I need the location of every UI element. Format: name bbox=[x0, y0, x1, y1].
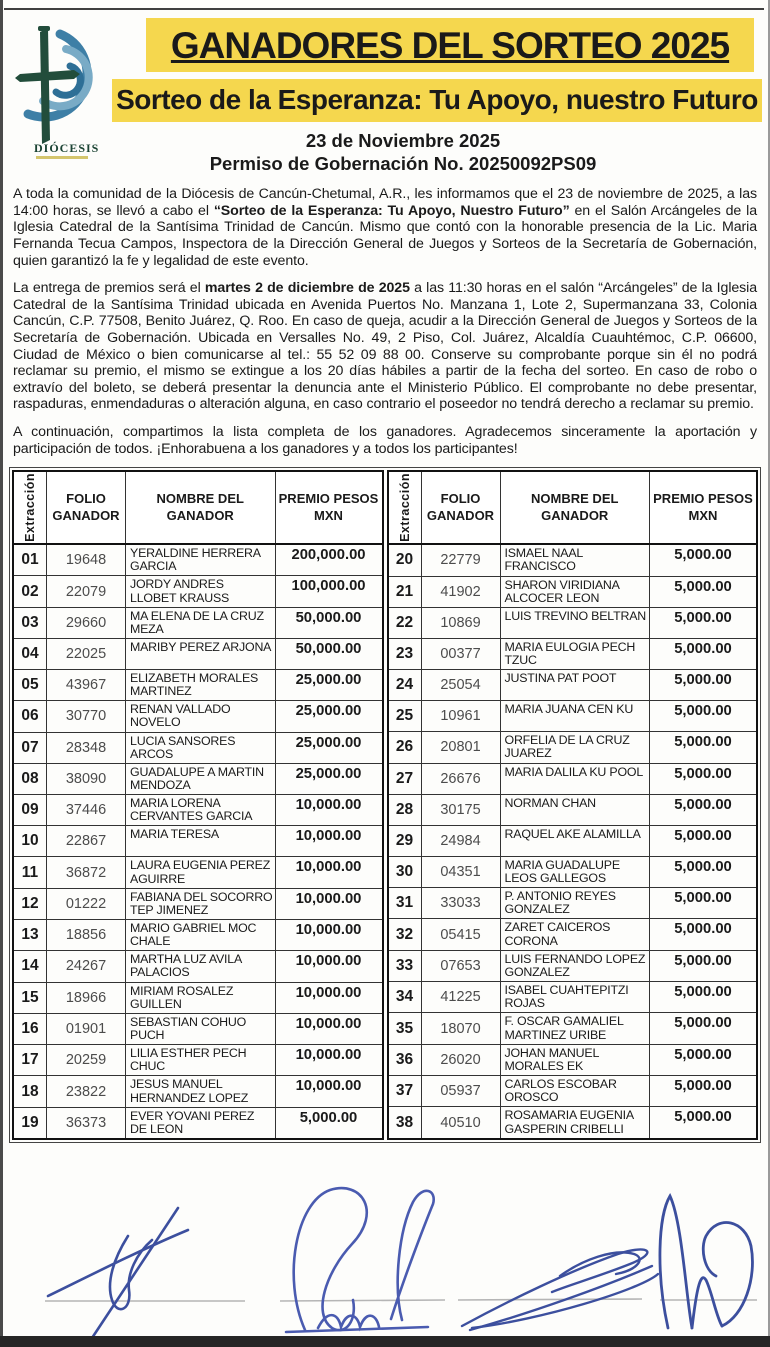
folio-cell: 20801 bbox=[421, 732, 500, 763]
winner-name-cell: MARIA DALILA KU POOL bbox=[500, 763, 650, 794]
folio-cell: 29660 bbox=[47, 607, 126, 638]
extraction-cell: 32 bbox=[388, 919, 422, 950]
folio-cell: 19648 bbox=[47, 544, 126, 576]
winner-name-cell: SEBASTIAN COHUO PUCH bbox=[126, 1013, 276, 1044]
winner-name-cell: JORDY ANDRES LLOBET KRAUSS bbox=[126, 576, 276, 607]
folio-cell: 04351 bbox=[421, 856, 500, 887]
table-row bbox=[13, 670, 383, 701]
folio-cell: 20259 bbox=[47, 1045, 126, 1076]
header bbox=[0, 0, 770, 175]
extraction-cell: 25 bbox=[388, 701, 422, 732]
extraction-cell: 19 bbox=[13, 1107, 47, 1139]
winner-name-cell: ISABEL CUAHTEPITZI ROJAS bbox=[500, 982, 650, 1013]
folio-cell: 18856 bbox=[47, 920, 126, 951]
folio-cell: 26676 bbox=[421, 763, 500, 794]
prize-cell: 10,000.00 bbox=[275, 1076, 383, 1107]
header-prize: PREMIO PESOS MXN bbox=[650, 471, 758, 544]
table-row bbox=[13, 826, 383, 857]
winner-name-cell: ISMAEL NAAL FRANCISCO bbox=[500, 544, 650, 576]
folio-cell: 24267 bbox=[47, 951, 126, 982]
prize-cell: 5,000.00 bbox=[650, 638, 758, 669]
winner-name-cell: JUSTINA PAT POOT bbox=[500, 670, 650, 701]
folio-cell: 30770 bbox=[47, 701, 126, 732]
winner-name-cell: LUCIA SANSORES ARCOS bbox=[126, 732, 276, 763]
table-row bbox=[388, 919, 758, 950]
winner-name-cell: MARIA LORENA CERVANTES GARCIA bbox=[126, 795, 276, 826]
extraction-cell: 35 bbox=[388, 1013, 422, 1044]
winner-name-cell: ORFELIA DE LA CRUZ JUAREZ bbox=[500, 732, 650, 763]
header-extraction: Extracción bbox=[13, 471, 47, 544]
folio-cell: 26020 bbox=[421, 1044, 500, 1075]
folio-cell: 10961 bbox=[421, 701, 500, 732]
delivery-text-after: a las 11:30 horas en el salón “Arcángeles” de la Iglesia Catedral de la Santísima Trinidad ubicada en Avenida Puertos No. Manzana 1, Lote 2, Supermanzana 33, Colonia Cancún, C.P. 77508, Benito Juárez, Q. Roo. En caso de queja, acudir a la Dirección General de Juegos y Sorteos de la Secretaría de Gobernación. Ubicada en Versalles No. 49, 2 Piso, Col. Juárez, Alcaldía Cuauhtémoc, C.P. 06600, Ciudad de México o bien comunicarse al tel.: 55 52 09 88 00. Conserve su comprobante porque sin él no podrá reclamar su premio, el mismo se extingue a los 20 días hábiles a partir de la fecha del sorteo. En caso de robo o extravío del boleto, se deberá presentar la denuncia ante el Ministerio Público. El comprobante no debe presentar, raspaduras, enmendaduras o alteración alguna, en caso contrario el poseedor no tendrá derecho a reclamar su premio. bbox=[13, 280, 757, 413]
table-row bbox=[388, 544, 758, 576]
extraction-cell: 01 bbox=[13, 544, 47, 576]
extraction-cell: 04 bbox=[13, 639, 47, 670]
prize-cell: 50,000.00 bbox=[275, 639, 383, 670]
extraction-cell: 14 bbox=[13, 951, 47, 982]
extraction-cell: 30 bbox=[388, 856, 422, 887]
table-row bbox=[13, 1013, 383, 1044]
extraction-cell: 07 bbox=[13, 732, 47, 763]
bottom-scan-bar bbox=[0, 1336, 770, 1347]
extraction-cell: 37 bbox=[388, 1076, 422, 1107]
prize-cell: 25,000.00 bbox=[275, 670, 383, 701]
paragraph-congrats: A continuación, compartimos la lista completa de los ganadores. Agradecemos sinceramente la aportación y participación de todos. ¡Enhorabuena a los ganadores y a todos los participantes! bbox=[13, 424, 757, 457]
extraction-cell: 27 bbox=[388, 763, 422, 794]
winner-name-cell: F. OSCAR GAMALIEL MARTINEZ URIBE bbox=[500, 1013, 650, 1044]
extraction-cell: 20 bbox=[388, 544, 422, 576]
folio-cell: 05937 bbox=[421, 1076, 500, 1107]
extraction-cell: 15 bbox=[13, 982, 47, 1013]
table-row bbox=[13, 795, 383, 826]
extraction-cell: 21 bbox=[388, 576, 422, 607]
folio-cell: 23822 bbox=[47, 1076, 126, 1107]
winner-name-cell: ZARET CAICEROS CORONA bbox=[500, 919, 650, 950]
winner-name-cell: MARIBY PEREZ ARJONA bbox=[126, 639, 276, 670]
draw-date: 23 de Noviembre 2025 bbox=[305, 130, 501, 151]
header-prize: PREMIO PESOS MXN bbox=[275, 471, 383, 544]
extraction-cell: 06 bbox=[13, 701, 47, 732]
folio-cell: 37446 bbox=[47, 795, 126, 826]
intro-bold: “Sorteo de la Esperanza: Tu Apoyo, Nuestro Futuro” bbox=[213, 202, 570, 219]
table-row bbox=[388, 763, 758, 794]
winner-name-cell: CARLOS ESCOBAR OROSCO bbox=[500, 1076, 650, 1107]
prize-cell: 5,000.00 bbox=[650, 950, 758, 981]
extraction-cell: 18 bbox=[13, 1076, 47, 1107]
folio-cell: 30175 bbox=[421, 794, 500, 825]
folio-cell: 22867 bbox=[47, 826, 126, 857]
extraction-cell: 12 bbox=[13, 888, 47, 919]
winner-name-cell: P. ANTONIO REYES GONZALEZ bbox=[500, 888, 650, 919]
extraction-cell: 29 bbox=[388, 825, 422, 856]
table-row bbox=[13, 701, 383, 732]
winner-name-cell: LUIS TREVINO BELTRAN bbox=[500, 607, 650, 638]
header-name: NOMBRE DEL GANADOR bbox=[500, 471, 650, 544]
top-rule bbox=[4, 8, 764, 10]
prize-cell: 10,000.00 bbox=[275, 982, 383, 1013]
folio-cell: 01901 bbox=[47, 1013, 126, 1044]
page-subtitle: Sorteo de la Esperanza: Tu Apoyo, nuestro Futuro bbox=[116, 84, 758, 115]
prize-cell: 5,000.00 bbox=[650, 1044, 758, 1075]
folio-cell: 22779 bbox=[421, 544, 500, 576]
folio-cell: 25054 bbox=[421, 670, 500, 701]
table-row bbox=[388, 1013, 758, 1044]
extraction-cell: 38 bbox=[388, 1107, 422, 1139]
folio-cell: 43967 bbox=[47, 670, 126, 701]
prize-cell: 5,000.00 bbox=[650, 732, 758, 763]
page-title: GANADORES DEL SORTEO 2025 bbox=[170, 25, 730, 66]
prize-cell: 25,000.00 bbox=[275, 732, 383, 763]
prize-cell: 5,000.00 bbox=[650, 576, 758, 607]
folio-cell: 00377 bbox=[421, 638, 500, 669]
winner-name-cell: MA ELENA DE LA CRUZ MEZA bbox=[126, 607, 276, 638]
prize-cell: 25,000.00 bbox=[275, 701, 383, 732]
prize-cell: 5,000.00 bbox=[650, 670, 758, 701]
winners-tables bbox=[9, 467, 761, 1143]
table-row bbox=[13, 576, 383, 607]
winner-name-cell: RAQUEL AKE ALAMILLA bbox=[500, 825, 650, 856]
winner-name-cell: MARIA EULOGIA PECH TZUC bbox=[500, 638, 650, 669]
prize-cell: 5,000.00 bbox=[650, 825, 758, 856]
prize-cell: 5,000.00 bbox=[650, 763, 758, 794]
extraction-cell: 03 bbox=[13, 607, 47, 638]
prize-cell: 5,000.00 bbox=[275, 1107, 383, 1139]
folio-cell: 36373 bbox=[47, 1107, 126, 1139]
header-right bbox=[112, 16, 764, 175]
winners-table-left bbox=[12, 470, 384, 1140]
paragraph-intro bbox=[13, 186, 757, 269]
table-row bbox=[388, 1076, 758, 1107]
table-row bbox=[13, 763, 383, 794]
winner-name-cell: JESUS MANUEL HERNANDEZ LOPEZ bbox=[126, 1076, 276, 1107]
extraction-cell: 08 bbox=[13, 763, 47, 794]
extraction-cell: 17 bbox=[13, 1045, 47, 1076]
winner-name-cell: LUIS FERNANDO LOPEZ GONZALEZ bbox=[500, 950, 650, 981]
extraction-cell: 16 bbox=[13, 1013, 47, 1044]
folio-cell: 28348 bbox=[47, 732, 126, 763]
header-folio: FOLIO GANADOR bbox=[421, 471, 500, 544]
signature-2-icon bbox=[286, 1188, 434, 1332]
delivery-text: La entrega de premios será el bbox=[13, 280, 205, 297]
prize-cell: 10,000.00 bbox=[275, 826, 383, 857]
prize-cell: 5,000.00 bbox=[650, 856, 758, 887]
table-row bbox=[13, 920, 383, 951]
prize-cell: 10,000.00 bbox=[275, 1013, 383, 1044]
folio-cell: 01222 bbox=[47, 888, 126, 919]
prize-cell: 5,000.00 bbox=[650, 888, 758, 919]
extraction-cell: 26 bbox=[388, 732, 422, 763]
prize-cell: 200,000.00 bbox=[275, 544, 383, 576]
header-folio: FOLIO GANADOR bbox=[47, 471, 126, 544]
prize-cell: 25,000.00 bbox=[275, 763, 383, 794]
folio-cell: 38090 bbox=[47, 763, 126, 794]
extraction-cell: 10 bbox=[13, 826, 47, 857]
table-row bbox=[388, 950, 758, 981]
winner-name-cell: MIRIAM ROSALEZ GUILLEN bbox=[126, 982, 276, 1013]
folio-cell: 22079 bbox=[47, 576, 126, 607]
winner-name-cell: MARIA GUADALUPE LEOS GALLEGOS bbox=[500, 856, 650, 887]
subtitle-block bbox=[112, 79, 762, 122]
winner-name-cell: ELIZABETH MORALES MARTINEZ bbox=[126, 670, 276, 701]
winner-name-cell: LILIA ESTHER PECH CHUC bbox=[126, 1045, 276, 1076]
table-row bbox=[13, 857, 383, 888]
prize-cell: 5,000.00 bbox=[650, 982, 758, 1013]
folio-cell: 18070 bbox=[421, 1013, 500, 1044]
extraction-cell: 22 bbox=[388, 607, 422, 638]
winner-name-cell: ROSAMARIA EUGENIA GASPERIN CRIBELLI bbox=[500, 1107, 650, 1139]
prize-cell: 10,000.00 bbox=[275, 920, 383, 951]
header-extraction: Extracción bbox=[388, 471, 422, 544]
extraction-cell: 31 bbox=[388, 888, 422, 919]
prize-cell: 10,000.00 bbox=[275, 888, 383, 919]
table-row bbox=[388, 670, 758, 701]
folio-cell: 05415 bbox=[421, 919, 500, 950]
prize-cell: 10,000.00 bbox=[275, 857, 383, 888]
table-row bbox=[388, 607, 758, 638]
logo-text: DIÓCESIS bbox=[34, 141, 100, 155]
folio-cell: 18966 bbox=[47, 982, 126, 1013]
table-row bbox=[13, 1076, 383, 1107]
prize-cell: 5,000.00 bbox=[650, 544, 758, 576]
table-row bbox=[388, 1107, 758, 1139]
prize-cell: 10,000.00 bbox=[275, 1045, 383, 1076]
folio-cell: 41225 bbox=[421, 982, 500, 1013]
intro-text: A toda la comunidad de la Diócesis de Cancún-Chetumal, A.R., les informamos que el 23 de noviembre de 2025, a las 14:00 horas, se llevó a cabo el bbox=[13, 186, 757, 219]
table-row bbox=[13, 607, 383, 638]
signature-4-icon bbox=[660, 1196, 753, 1328]
table-header-row bbox=[388, 471, 758, 544]
winner-name-cell: FABIANA DEL SOCORRO TEP JIMENEZ bbox=[126, 888, 276, 919]
table-row bbox=[388, 638, 758, 669]
folio-cell: 24984 bbox=[421, 825, 500, 856]
winner-name-cell: MARIA JUANA CEN KU bbox=[500, 701, 650, 732]
winner-name-cell: MARTHA LUZ AVILA PALACIOS bbox=[126, 951, 276, 982]
title-block bbox=[146, 18, 754, 72]
prize-cell: 5,000.00 bbox=[650, 1107, 758, 1139]
signature-1-icon bbox=[48, 1208, 188, 1338]
table-row bbox=[13, 639, 383, 670]
table-row bbox=[388, 856, 758, 887]
intro-text-after: en el Salón Arcángeles de la Iglesia Catedral de la Santísima Trinidad de Cancún. Mismo que contó con la honorable presencia de la Lic. Maria Fernanda Tecua Campos, Inspectora de la Dirección General de Juegos y Sorteos de la Secretaría de Gobernación, quien garantizó la fe y legalidad de este evento. bbox=[13, 202, 757, 269]
table-row bbox=[13, 982, 383, 1013]
table-row bbox=[388, 1044, 758, 1075]
extraction-cell: 23 bbox=[388, 638, 422, 669]
header-name: NOMBRE DEL GANADOR bbox=[126, 471, 276, 544]
table-row bbox=[388, 982, 758, 1013]
extraction-cell: 24 bbox=[388, 670, 422, 701]
prize-cell: 10,000.00 bbox=[275, 951, 383, 982]
prize-cell: 50,000.00 bbox=[275, 607, 383, 638]
winner-name-cell: JOHAN MANUEL MORALES EK bbox=[500, 1044, 650, 1075]
signatures-artwork bbox=[0, 1178, 770, 1340]
extraction-cell: 13 bbox=[13, 920, 47, 951]
winner-name-cell: LAURA EUGENIA PEREZ AGUIRRE bbox=[126, 857, 276, 888]
extraction-cell: 34 bbox=[388, 982, 422, 1013]
winner-name-cell: EVER YOVANI PEREZ DE LEON bbox=[126, 1107, 276, 1139]
prize-cell: 5,000.00 bbox=[650, 919, 758, 950]
winner-name-cell: GUADALUPE A MARTIN MENDOZA bbox=[126, 763, 276, 794]
winner-name-cell: YERALDINE HERRERA GARCIA bbox=[126, 544, 276, 576]
table-row bbox=[13, 951, 383, 982]
table-row bbox=[388, 701, 758, 732]
signature-line bbox=[45, 1299, 757, 1301]
table-row bbox=[388, 825, 758, 856]
winner-name-cell: NORMAN CHAN bbox=[500, 794, 650, 825]
extraction-cell: 28 bbox=[388, 794, 422, 825]
table-row bbox=[388, 576, 758, 607]
delivery-bold: martes 2 de diciembre de 2025 bbox=[204, 280, 410, 297]
folio-cell: 07653 bbox=[421, 950, 500, 981]
prize-cell: 5,000.00 bbox=[650, 607, 758, 638]
paragraph-delivery bbox=[13, 280, 757, 413]
extraction-cell: 33 bbox=[388, 950, 422, 981]
prize-cell: 5,000.00 bbox=[650, 794, 758, 825]
table-row bbox=[388, 794, 758, 825]
table-row bbox=[13, 732, 383, 763]
prize-cell: 100,000.00 bbox=[275, 576, 383, 607]
extraction-cell: 05 bbox=[13, 670, 47, 701]
winners-table-right bbox=[387, 470, 759, 1140]
table-row bbox=[13, 1107, 383, 1139]
permit-number: Permiso de Gobernación No. 20250092PS09 bbox=[209, 152, 597, 174]
folio-cell: 41902 bbox=[421, 576, 500, 607]
extraction-cell: 36 bbox=[388, 1044, 422, 1075]
folio-cell: 22025 bbox=[47, 639, 126, 670]
table-row bbox=[13, 544, 383, 576]
extraction-cell: 11 bbox=[13, 857, 47, 888]
table-header-row bbox=[13, 471, 383, 544]
folio-cell: 40510 bbox=[421, 1107, 500, 1139]
prize-cell: 5,000.00 bbox=[650, 701, 758, 732]
table-row bbox=[13, 888, 383, 919]
table-row bbox=[388, 888, 758, 919]
winner-name-cell: MARIA TERESA bbox=[126, 826, 276, 857]
extraction-cell: 09 bbox=[13, 795, 47, 826]
prize-cell: 5,000.00 bbox=[650, 1076, 758, 1107]
signatures-block bbox=[0, 1178, 770, 1340]
prize-cell: 5,000.00 bbox=[650, 1013, 758, 1044]
signature-3-icon bbox=[462, 1249, 658, 1330]
winner-name-cell: SHARON VIRIDIANA ALCOCER LEON bbox=[500, 576, 650, 607]
folio-cell: 36872 bbox=[47, 857, 126, 888]
folio-cell: 10869 bbox=[421, 607, 500, 638]
folio-cell: 33033 bbox=[421, 888, 500, 919]
table-row bbox=[388, 732, 758, 763]
winner-name-cell: MARIO GABRIEL MOC CHALE bbox=[126, 920, 276, 951]
extraction-cell: 02 bbox=[13, 576, 47, 607]
prize-cell: 10,000.00 bbox=[275, 795, 383, 826]
winner-name-cell: RENAN VALLADO NOVELO bbox=[126, 701, 276, 732]
table-row bbox=[13, 1045, 383, 1076]
